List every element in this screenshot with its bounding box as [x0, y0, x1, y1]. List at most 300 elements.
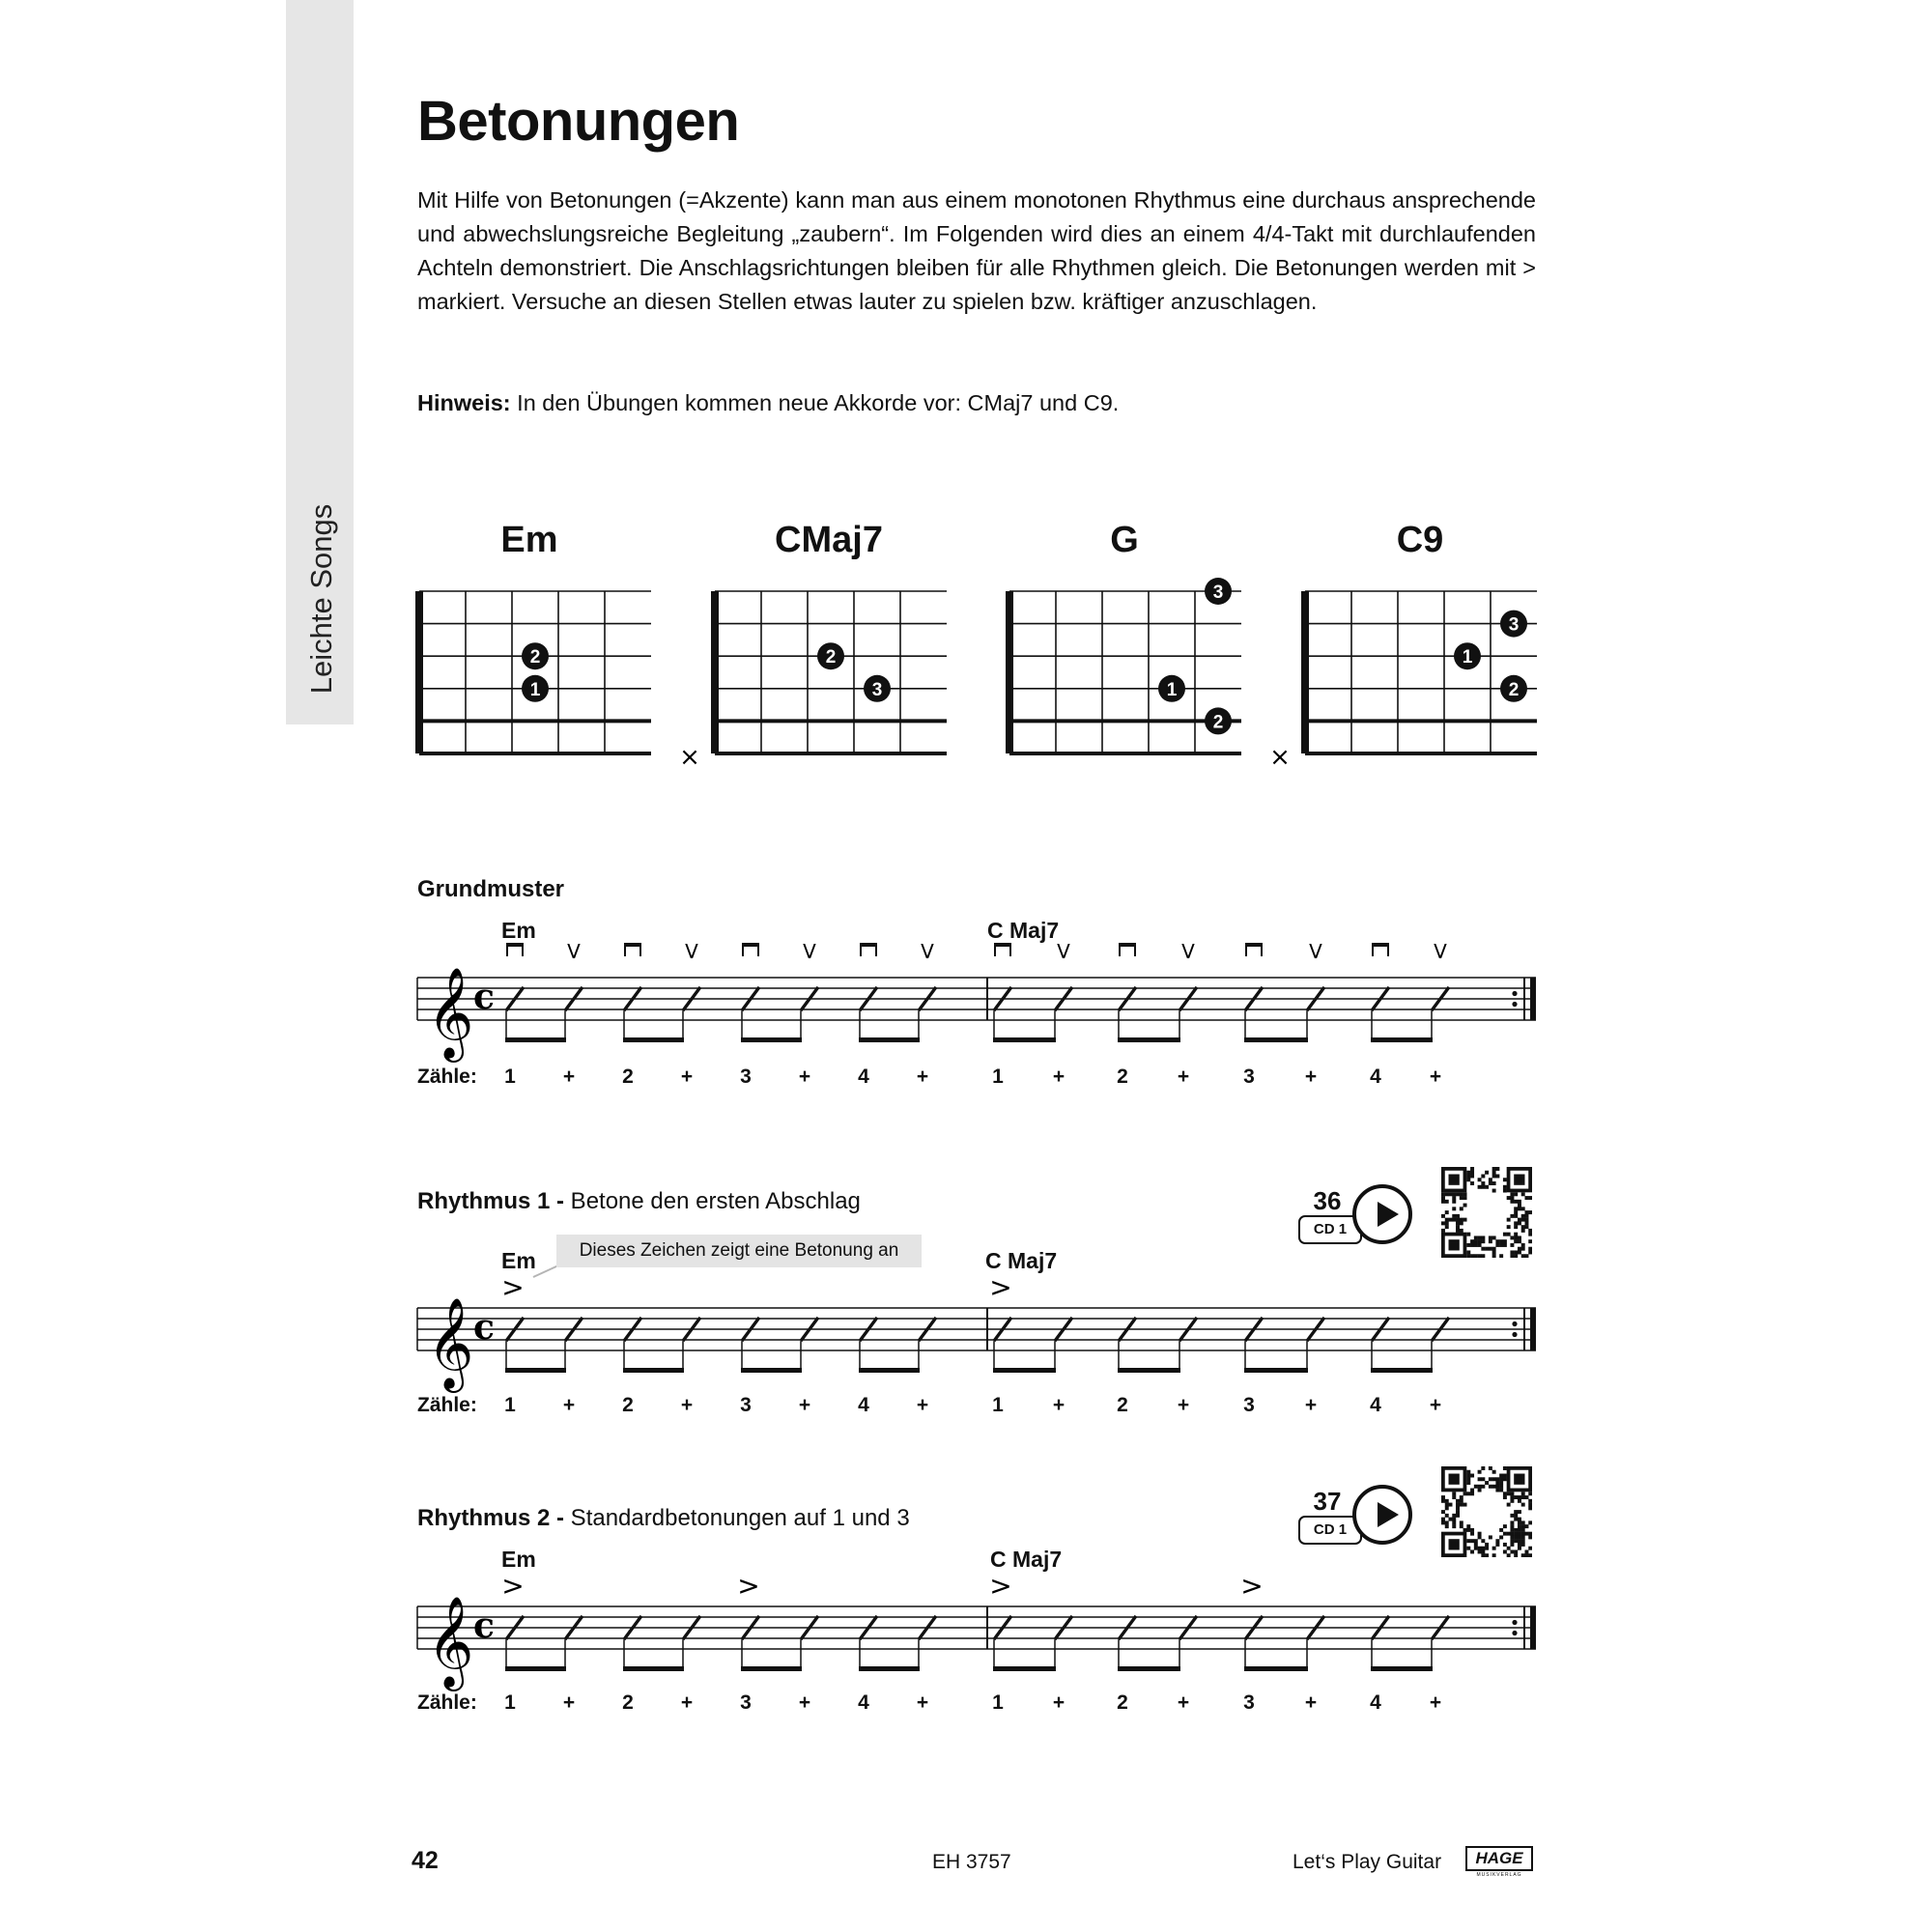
- qr-module: [1489, 1535, 1492, 1539]
- qr-code[interactable]: [1441, 1167, 1532, 1258]
- track-number: 37: [1313, 1487, 1342, 1516]
- qr-module: [1499, 1477, 1503, 1481]
- qr-module: [1441, 1520, 1445, 1524]
- qr-module: [1518, 1528, 1521, 1532]
- qr-module: [1514, 1214, 1518, 1218]
- downstroke-icon: [1119, 943, 1136, 947]
- qr-module: [1470, 1167, 1474, 1171]
- qr-module: [1466, 1243, 1470, 1247]
- qr-module: [1495, 1175, 1499, 1179]
- qr-module: [1485, 1547, 1489, 1550]
- qr-module: [1495, 1485, 1499, 1489]
- qr-module: [1460, 1192, 1463, 1196]
- qr-module: [1489, 1178, 1492, 1181]
- qr-module: [1514, 1207, 1518, 1210]
- qr-finder: [1514, 1474, 1524, 1485]
- qr-finder: [1514, 1175, 1524, 1185]
- count-beat: 1: [504, 1691, 516, 1714]
- qr-module: [1481, 1466, 1485, 1470]
- qr-module: [1470, 1528, 1474, 1532]
- eighth-beam: [1244, 1368, 1308, 1373]
- qr-module: [1474, 1543, 1478, 1547]
- qr-module: [1510, 1514, 1514, 1518]
- treble-clef-icon: 𝄞: [427, 1297, 474, 1389]
- qr-module: [1445, 1218, 1449, 1222]
- exercise-subtitle: Betone den ersten Abschlag: [564, 1188, 861, 1214]
- qr-module: [1456, 1192, 1460, 1196]
- qr-module: [1489, 1466, 1492, 1470]
- qr-module: [1492, 1247, 1496, 1251]
- accent-mark: >: [501, 1570, 525, 1602]
- finger-number: 2: [1212, 712, 1224, 733]
- muted-string-mark: ×: [1269, 743, 1291, 772]
- count-beat: +: [916, 1065, 929, 1088]
- qr-module: [1503, 1474, 1507, 1478]
- qr-module: [1503, 1495, 1507, 1499]
- qr-module: [1499, 1528, 1503, 1532]
- qr-module: [1470, 1492, 1474, 1495]
- qr-module: [1499, 1489, 1503, 1492]
- staff-chord-label: Em: [501, 1248, 536, 1273]
- count-beat: 4: [858, 1691, 869, 1714]
- qr-module: [1466, 1528, 1470, 1532]
- count-beat: 3: [740, 1691, 752, 1714]
- qr-module: [1528, 1499, 1532, 1503]
- count-beat: +: [1429, 1394, 1442, 1416]
- qr-module: [1492, 1477, 1496, 1481]
- treble-clef-icon: 𝄞: [427, 967, 474, 1059]
- qr-module: [1521, 1243, 1525, 1247]
- qr-module: [1518, 1510, 1521, 1514]
- qr-module: [1445, 1524, 1449, 1528]
- eighth-beam: [1371, 1037, 1433, 1042]
- qr-module: [1470, 1532, 1474, 1536]
- staff-chord-label: C Maj7: [985, 1248, 1058, 1273]
- chord-diagram-0: [419, 591, 651, 753]
- qr-module: [1456, 1503, 1460, 1507]
- count-beat: +: [680, 1691, 694, 1714]
- qr-module: [1481, 1254, 1485, 1258]
- qr-module: [1528, 1506, 1532, 1510]
- count-beat: 2: [1117, 1065, 1128, 1088]
- qr-module: [1478, 1470, 1482, 1474]
- qr-module: [1441, 1214, 1445, 1218]
- qr-module: [1463, 1528, 1467, 1532]
- qr-module: [1466, 1524, 1470, 1528]
- qr-module: [1514, 1239, 1518, 1243]
- qr-module: [1445, 1221, 1449, 1225]
- qr-module: [1521, 1539, 1525, 1543]
- qr-module: [1478, 1178, 1482, 1181]
- qr-module: [1503, 1477, 1507, 1481]
- qr-module: [1460, 1524, 1463, 1528]
- catalog-code: EH 3757: [932, 1851, 1011, 1873]
- qr-module: [1441, 1196, 1445, 1200]
- qr-module: [1524, 1553, 1528, 1557]
- qr-module: [1521, 1503, 1525, 1507]
- qr-module: [1470, 1239, 1474, 1243]
- qr-module: [1456, 1225, 1460, 1229]
- qr-module: [1466, 1171, 1470, 1175]
- count-beat: +: [562, 1691, 576, 1714]
- qr-module: [1518, 1236, 1521, 1239]
- eighth-beam: [1371, 1666, 1433, 1671]
- qr-module: [1452, 1218, 1456, 1222]
- qr-module: [1489, 1239, 1492, 1243]
- staff-1: [417, 1256, 1536, 1393]
- qr-module: [1466, 1481, 1470, 1485]
- qr-module: [1518, 1495, 1521, 1499]
- exercise-title: Rhythmus 1 -: [417, 1188, 565, 1214]
- qr-module: [1507, 1503, 1511, 1507]
- qr-module: [1510, 1532, 1514, 1536]
- count-beat: 1: [992, 1065, 1004, 1088]
- staff-chord-label: Em: [501, 1547, 536, 1572]
- qr-module: [1445, 1210, 1449, 1214]
- qr-module: [1510, 1196, 1514, 1200]
- qr-module: [1521, 1192, 1525, 1196]
- count-beat: +: [1304, 1065, 1318, 1088]
- eighth-beam: [1371, 1368, 1433, 1373]
- qr-module: [1510, 1535, 1514, 1539]
- count-beat: 4: [858, 1065, 869, 1088]
- qr-module: [1445, 1520, 1449, 1524]
- count-beat: 3: [740, 1394, 752, 1416]
- qr-module: [1481, 1547, 1485, 1550]
- qr-module: [1518, 1204, 1521, 1208]
- time-signature: c: [473, 1306, 495, 1348]
- qr-module: [1521, 1218, 1525, 1222]
- qr-module: [1460, 1221, 1463, 1225]
- qr-module: [1470, 1489, 1474, 1492]
- qr-module: [1528, 1547, 1532, 1550]
- count-beat: +: [1177, 1394, 1190, 1416]
- qr-module: [1507, 1225, 1511, 1229]
- exercise-title-rhythmus-1: [417, 1188, 861, 1215]
- qr-module: [1495, 1477, 1499, 1481]
- qr-module: [1518, 1200, 1521, 1204]
- upstroke-icon: V: [921, 940, 934, 963]
- qr-module: [1507, 1233, 1511, 1236]
- count-beat: 3: [1243, 1394, 1255, 1416]
- qr-module: [1470, 1549, 1474, 1553]
- qr-module: [1514, 1549, 1518, 1553]
- qr-module: [1521, 1207, 1525, 1210]
- qr-module: [1524, 1532, 1528, 1536]
- qr-module: [1528, 1239, 1532, 1243]
- qr-module: [1518, 1518, 1521, 1521]
- qr-module: [1528, 1250, 1532, 1254]
- qr-module: [1460, 1196, 1463, 1200]
- count-beat: +: [562, 1065, 576, 1088]
- qr-module: [1492, 1189, 1496, 1193]
- repeat-dot: [1512, 1321, 1517, 1326]
- qr-module: [1528, 1503, 1532, 1507]
- qr-module: [1449, 1218, 1453, 1222]
- qr-module: [1510, 1528, 1514, 1532]
- publisher-logo: HAGE: [1465, 1846, 1533, 1871]
- count-beat: +: [1177, 1691, 1190, 1714]
- count-beat: 4: [1370, 1394, 1381, 1416]
- staff-chord-label: C Maj7: [990, 1547, 1063, 1572]
- qr-module: [1445, 1506, 1449, 1510]
- qr-module: [1499, 1239, 1503, 1243]
- qr-module: [1481, 1553, 1485, 1557]
- track-number: 36: [1313, 1186, 1342, 1215]
- qr-module: [1518, 1221, 1521, 1225]
- qr-module: [1521, 1535, 1525, 1539]
- play-audio-button[interactable]: [1352, 1485, 1412, 1545]
- qr-module: [1495, 1481, 1499, 1485]
- count-beat: +: [916, 1691, 929, 1714]
- qr-module: [1478, 1239, 1482, 1243]
- qr-module: [1489, 1236, 1492, 1239]
- downstroke-icon: [624, 943, 641, 947]
- eighth-beam: [859, 1368, 920, 1373]
- qr-module: [1507, 1218, 1511, 1222]
- qr-module: [1463, 1503, 1467, 1507]
- count-beat: 4: [858, 1394, 869, 1416]
- qr-module: [1470, 1181, 1474, 1185]
- repeat-thick-bar: [1530, 978, 1536, 1020]
- qr-module: [1452, 1514, 1456, 1518]
- count-beat: +: [798, 1394, 811, 1416]
- qr-module: [1489, 1477, 1492, 1481]
- qr-module: [1463, 1204, 1467, 1208]
- repeat-thick-bar: [1530, 1308, 1536, 1350]
- qr-module: [1445, 1499, 1449, 1503]
- eighth-beam: [859, 1666, 920, 1671]
- qr-finder: [1449, 1239, 1460, 1250]
- count-beat: 1: [504, 1065, 516, 1088]
- qr-finder: [1449, 1474, 1460, 1485]
- eighth-beam: [623, 1666, 684, 1671]
- qr-module: [1499, 1485, 1503, 1489]
- count-beat: 3: [1243, 1691, 1255, 1714]
- hint-text: In den Übungen kommen neue Akkorde vor: CMaj7 und C9.: [517, 390, 1120, 415]
- qr-code[interactable]: [1441, 1466, 1532, 1557]
- qr-module: [1503, 1549, 1507, 1553]
- qr-module: [1510, 1254, 1514, 1258]
- qr-module: [1445, 1514, 1449, 1518]
- qr-module: [1466, 1233, 1470, 1236]
- count-beat: 1: [504, 1394, 516, 1416]
- qr-module: [1445, 1225, 1449, 1229]
- qr-module: [1499, 1243, 1503, 1247]
- qr-module: [1524, 1495, 1528, 1499]
- qr-module: [1452, 1518, 1456, 1521]
- qr-module: [1507, 1196, 1511, 1200]
- qr-module: [1452, 1492, 1456, 1495]
- qr-module: [1445, 1192, 1449, 1196]
- qr-module: [1499, 1535, 1503, 1539]
- qr-module: [1460, 1229, 1463, 1233]
- qr-module: [1524, 1214, 1528, 1218]
- qr-module: [1474, 1236, 1478, 1239]
- time-signature: c: [473, 1605, 495, 1646]
- accent-mark: >: [737, 1570, 760, 1602]
- qr-finder: [1449, 1539, 1460, 1549]
- qr-module: [1441, 1221, 1445, 1225]
- qr-module: [1518, 1535, 1521, 1539]
- qr-module: [1452, 1495, 1456, 1499]
- count-beat: +: [680, 1065, 694, 1088]
- qr-module: [1466, 1470, 1470, 1474]
- qr-module: [1503, 1185, 1507, 1189]
- repeat-dot: [1512, 1002, 1517, 1007]
- qr-module: [1481, 1539, 1485, 1543]
- qr-module: [1466, 1547, 1470, 1550]
- qr-module: [1449, 1518, 1453, 1521]
- qr-module: [1481, 1181, 1485, 1185]
- publisher-logo-subtext: MUSIKVERLAG: [1476, 1872, 1522, 1878]
- upstroke-icon: V: [1057, 940, 1070, 963]
- qr-module: [1510, 1214, 1514, 1218]
- finger-number: 2: [1508, 679, 1520, 700]
- qr-module: [1466, 1539, 1470, 1543]
- qr-module: [1492, 1175, 1496, 1179]
- qr-module: [1466, 1175, 1470, 1179]
- eighth-beam: [859, 1037, 920, 1042]
- qr-module: [1518, 1520, 1521, 1524]
- count-beat: +: [1052, 1065, 1065, 1088]
- qr-module: [1495, 1539, 1499, 1543]
- qr-module: [1474, 1485, 1478, 1489]
- qr-module: [1492, 1254, 1496, 1258]
- qr-module: [1518, 1524, 1521, 1528]
- qr-module: [1485, 1543, 1489, 1547]
- qr-module: [1492, 1171, 1496, 1175]
- qr-module: [1514, 1528, 1518, 1532]
- cd-badge: CD 1: [1298, 1215, 1362, 1244]
- eighth-beam: [505, 1368, 566, 1373]
- qr-module: [1470, 1254, 1474, 1258]
- qr-module: [1456, 1510, 1460, 1514]
- qr-module: [1456, 1514, 1460, 1518]
- exercise-title: Rhythmus 2 -: [417, 1505, 565, 1531]
- qr-module: [1456, 1214, 1460, 1218]
- qr-module: [1456, 1499, 1460, 1503]
- qr-module: [1441, 1499, 1445, 1503]
- count-beat: 4: [1370, 1691, 1381, 1714]
- play-audio-button[interactable]: [1352, 1184, 1412, 1244]
- qr-module: [1474, 1243, 1478, 1247]
- qr-module: [1518, 1250, 1521, 1254]
- qr-module: [1481, 1185, 1485, 1189]
- qr-module: [1470, 1171, 1474, 1175]
- qr-module: [1521, 1214, 1525, 1218]
- upstroke-icon: V: [1181, 940, 1195, 963]
- qr-module: [1492, 1250, 1496, 1254]
- staff-chord-label: C Maj7: [987, 918, 1060, 943]
- finger-number: 3: [871, 679, 883, 700]
- qr-module: [1441, 1495, 1445, 1499]
- qr-module: [1514, 1535, 1518, 1539]
- book-title: Let‘s Play Guitar: [1293, 1851, 1442, 1873]
- chord-diagram-1: [679, 591, 947, 772]
- qr-module: [1470, 1539, 1474, 1543]
- repeat-dot: [1512, 1332, 1517, 1337]
- qr-module: [1510, 1543, 1514, 1547]
- exercise-title: Grundmuster: [417, 876, 565, 902]
- qr-module: [1521, 1495, 1525, 1499]
- qr-module: [1510, 1524, 1514, 1528]
- qr-module: [1478, 1485, 1482, 1489]
- qr-module: [1524, 1221, 1528, 1225]
- repeat-thick-bar: [1530, 1606, 1536, 1649]
- qr-module: [1503, 1243, 1507, 1247]
- qr-module: [1514, 1539, 1518, 1543]
- qr-module: [1478, 1535, 1482, 1539]
- eighth-beam: [741, 1037, 802, 1042]
- qr-module: [1528, 1229, 1532, 1233]
- count-beat: 2: [622, 1394, 634, 1416]
- count-label: Zähle:: [417, 1065, 477, 1088]
- count-beat: +: [798, 1691, 811, 1714]
- repeat-dot: [1512, 991, 1517, 996]
- qr-module: [1514, 1225, 1518, 1229]
- qr-module: [1499, 1254, 1503, 1258]
- accent-mark: >: [501, 1271, 525, 1303]
- count-beat: 2: [622, 1691, 634, 1714]
- count-beat: +: [916, 1394, 929, 1416]
- qr-module: [1452, 1520, 1456, 1524]
- qr-module: [1478, 1254, 1482, 1258]
- qr-module: [1521, 1520, 1525, 1524]
- qr-module: [1510, 1492, 1514, 1495]
- qr-module: [1514, 1210, 1518, 1214]
- finger-number: 1: [1166, 679, 1178, 700]
- qr-module: [1499, 1474, 1503, 1478]
- page-number: 42: [412, 1847, 439, 1874]
- qr-module: [1510, 1499, 1514, 1503]
- eighth-beam: [505, 1666, 566, 1671]
- qr-module: [1521, 1229, 1525, 1233]
- qr-module: [1528, 1553, 1532, 1557]
- chord-name-em: Em: [500, 520, 558, 560]
- qr-module: [1503, 1492, 1507, 1495]
- staff-chord-label: Em: [501, 918, 536, 943]
- eighth-beam: [623, 1368, 684, 1373]
- chord-name-c9: C9: [1396, 520, 1444, 560]
- qr-module: [1518, 1547, 1521, 1550]
- hint-label: Hinweis:: [417, 390, 511, 415]
- eighth-beam: [741, 1666, 802, 1671]
- qr-module: [1503, 1189, 1507, 1193]
- qr-module: [1514, 1200, 1518, 1204]
- qr-module: [1474, 1539, 1478, 1543]
- qr-module: [1518, 1532, 1521, 1536]
- qr-module: [1492, 1553, 1496, 1557]
- qr-module: [1521, 1532, 1525, 1536]
- count-label: Zähle:: [417, 1691, 477, 1714]
- qr-module: [1470, 1243, 1474, 1247]
- chord-diagram-2: [1009, 578, 1241, 753]
- accent-callout: Dieses Zeichen zeigt eine Betonung an: [556, 1235, 922, 1267]
- qr-module: [1485, 1185, 1489, 1189]
- qr-module: [1470, 1474, 1474, 1478]
- qr-module: [1514, 1532, 1518, 1536]
- qr-module: [1510, 1243, 1514, 1247]
- qr-module: [1507, 1492, 1511, 1495]
- treble-clef-icon: 𝄞: [427, 1596, 474, 1688]
- finger-number: 1: [1462, 647, 1473, 668]
- qr-module: [1524, 1549, 1528, 1553]
- downstroke-icon: [742, 943, 759, 947]
- accent-mark: >: [1240, 1570, 1264, 1602]
- qr-module: [1524, 1218, 1528, 1222]
- qr-module: [1507, 1553, 1511, 1557]
